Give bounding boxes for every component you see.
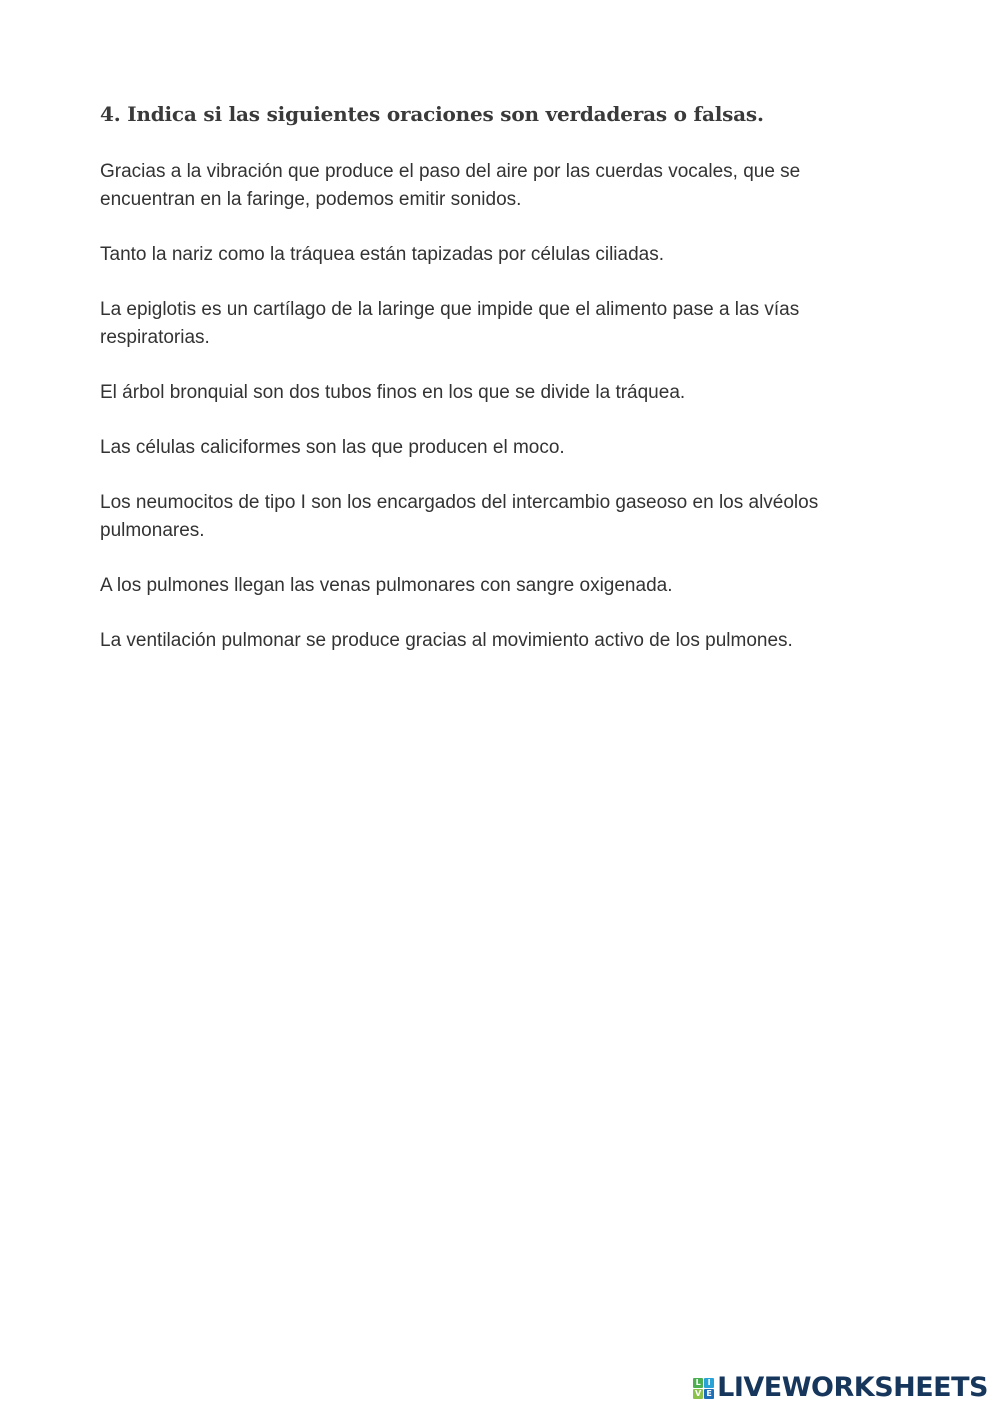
- statement-2: Tanto la nariz como la tráquea están tapizadas por células ciliadas.: [100, 244, 664, 265]
- statement-3: La epiglotis es un cartílago de la laringe que impide que el alimento pase a las vías respiratorias.: [100, 299, 800, 348]
- logo-cell-e: E: [704, 1389, 714, 1399]
- statement-4: El árbol bronquial son dos tubos finos en los que se divide la tráquea.: [100, 382, 686, 403]
- logo-cell-v: V: [695, 1388, 702, 1398]
- statement-6: Los neumocitos de tipo I son los encargados del intercambio gaseoso en los alvéolos pulmonares.: [100, 492, 819, 541]
- liveworksheets-logo: [693, 1372, 988, 1404]
- statement-5: Las células caliciformes son las que producen el moco.: [100, 437, 565, 458]
- logo-cell-i: I: [704, 1378, 714, 1388]
- liveworksheets-logo-text: LIVEWORKSHEETS: [717, 1372, 988, 1403]
- page-title: 4. Indica si las siguientes oraciones son verdaderas o falsas.: [100, 102, 764, 126]
- statement-8: La ventilación pulmonar se produce gracias al movimiento activo de los pulmones.: [100, 630, 793, 651]
- statement-1: Gracias a la vibración que produce el paso del aire por las cuerdas vocales, que se encuentran en la faringe, podemos emitir sonidos.: [100, 161, 801, 210]
- statement-list: [100, 158, 900, 682]
- liveworksheets-logo-icon: [693, 1378, 714, 1399]
- logo-cell-l: L: [693, 1378, 703, 1388]
- statement-7: A los pulmones llegan las venas pulmonares con sangre oxigenada.: [100, 575, 673, 596]
